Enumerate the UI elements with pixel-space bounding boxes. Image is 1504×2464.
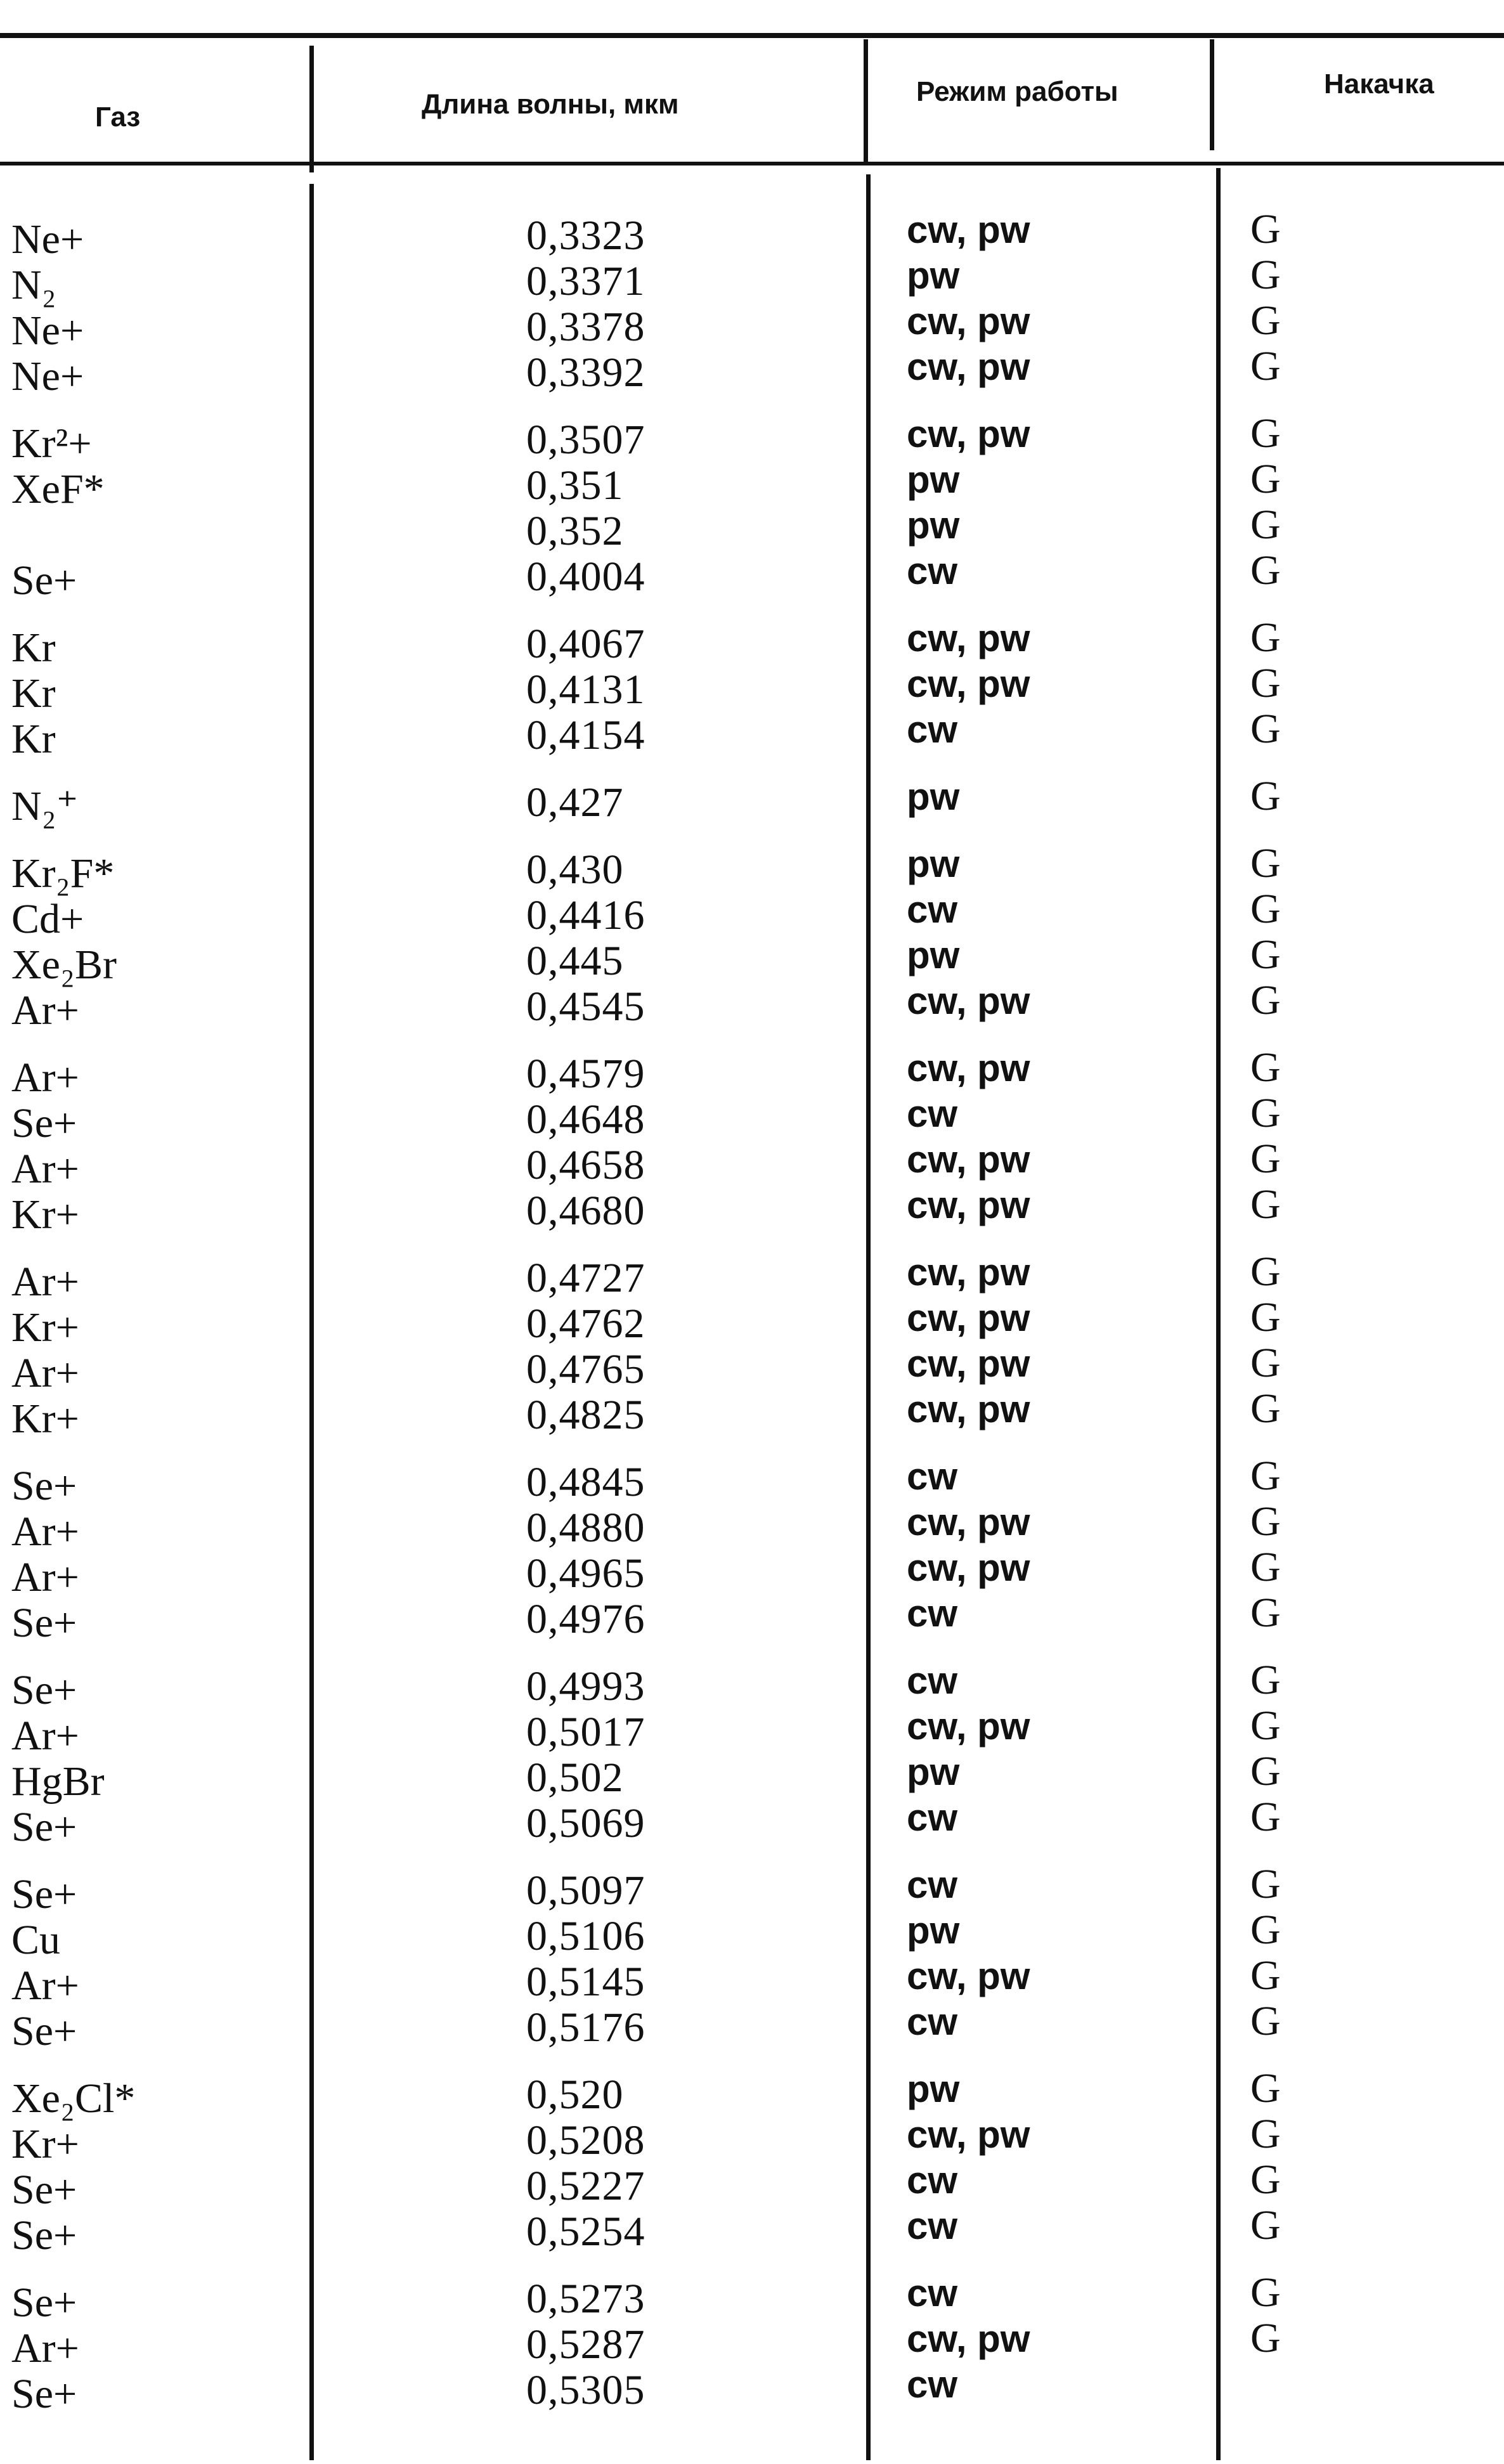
cell-gas: N₂ [11, 262, 56, 308]
cell-wavelength: 0,4762 [526, 1300, 645, 1347]
cell-pump: G [1250, 343, 1281, 389]
cell-mode: cw, pw [907, 2318, 1030, 2360]
cell-pump: G [1250, 977, 1281, 1023]
cell-mode: cw, pw [907, 346, 1030, 388]
cell-pump: G [1250, 931, 1281, 978]
cell-pump: G [1250, 206, 1281, 252]
cell-wavelength: 0,5208 [526, 2117, 645, 2163]
cell-wavelength: 0,427 [526, 779, 624, 826]
cell-wavelength: 0,5097 [526, 1867, 645, 1914]
cell-gas: Se+ [11, 2371, 77, 2417]
cell-gas: Ar+ [11, 1054, 79, 1101]
cell-wavelength: 0,4680 [526, 1188, 645, 1234]
cell-pump: G [1250, 1702, 1281, 1749]
cell-pump: G [1250, 1544, 1281, 1590]
cell-wavelength: 0,4545 [526, 983, 645, 1030]
cell-mode: cw [907, 1455, 958, 1498]
cell-gas: Kr₂F* [11, 850, 115, 897]
cell-gas: Ar+ [11, 2325, 79, 2371]
cell-mode: pw [907, 1751, 960, 1793]
cell-gas: Kr+ [11, 1191, 79, 1238]
cell-mode: cw, pw [907, 209, 1030, 251]
cell-mode: cw, pw [907, 1138, 1030, 1181]
cell-pump: G [1250, 1861, 1281, 1907]
header-pump: Накачка [1324, 68, 1434, 100]
cell-pump: G [1250, 456, 1281, 502]
cell-mode: cw, pw [907, 2113, 1030, 2156]
cell-gas: XeF* [11, 466, 105, 512]
cell-wavelength: 0,5305 [526, 2367, 645, 2413]
header-mode: Режим работы [916, 76, 1118, 107]
cell-pump: G [1250, 773, 1281, 819]
cell-wavelength: 0,352 [526, 508, 624, 554]
cell-pump: G [1250, 1090, 1281, 1136]
cell-gas: Ne+ [11, 308, 84, 354]
cell-gas: N₂⁺ [11, 783, 79, 829]
cell-gas: Kr+ [11, 1304, 79, 1351]
cell-mode: cw, pw [907, 1342, 1030, 1385]
cell-mode: cw [907, 2159, 958, 2201]
cell-wavelength: 0,4965 [526, 1550, 645, 1597]
cell-wavelength: 0,445 [526, 938, 624, 984]
cell-gas: Se+ [11, 1871, 77, 1917]
cell-pump: G [1250, 1748, 1281, 1794]
cell-mode: pw [907, 254, 960, 297]
cell-mode: cw, pw [907, 1546, 1030, 1589]
cell-gas: Se+ [11, 2008, 77, 2054]
cell-mode: pw [907, 934, 960, 976]
cell-wavelength: 0,520 [526, 2072, 624, 2118]
cell-wavelength: 0,4648 [526, 1096, 645, 1143]
cell-gas: Ar+ [11, 1146, 79, 1192]
cell-pump: G [1250, 2156, 1281, 2203]
cell-wavelength: 0,5273 [526, 2276, 645, 2322]
cell-pump: G [1250, 840, 1281, 886]
cell-pump: G [1250, 547, 1281, 593]
cell-wavelength: 0,4154 [526, 712, 645, 758]
cell-pump: G [1250, 2111, 1281, 2157]
cell-gas: Se+ [11, 1667, 77, 1713]
cell-gas: Xe₂Br [11, 942, 117, 988]
cell-pump: G [1250, 2315, 1281, 2361]
cell-mode: pw [907, 2068, 960, 2110]
cell-gas: Ar+ [11, 987, 79, 1034]
cell-pump: G [1250, 2065, 1281, 2111]
cell-wavelength: 0,3378 [526, 304, 645, 350]
cell-pump: G [1250, 2202, 1281, 2248]
cell-wavelength: 0,5145 [526, 1959, 645, 2005]
cell-pump: G [1250, 1907, 1281, 1953]
cell-mode: cw, pw [907, 1388, 1030, 1430]
cell-gas: Kr [11, 716, 56, 762]
cell-wavelength: 0,4976 [526, 1596, 645, 1642]
cell-pump: G [1250, 1657, 1281, 1703]
cell-wavelength: 0,4004 [526, 554, 645, 600]
cell-wavelength: 0,351 [526, 462, 624, 509]
cell-pump: G [1250, 2269, 1281, 2316]
cell-mode: pw [907, 504, 960, 547]
cell-gas: Se+ [11, 2212, 77, 2259]
cell-mode: cw, pw [907, 1184, 1030, 1226]
cell-gas: Ne+ [11, 216, 84, 263]
cell-wavelength: 0,5227 [526, 2163, 645, 2209]
cell-pump: G [1250, 1248, 1281, 1295]
cell-wavelength: 0,502 [526, 1754, 624, 1801]
cell-mode: cw, pw [907, 1251, 1030, 1294]
cell-mode: cw [907, 550, 958, 592]
cell-mode: cw [907, 2000, 958, 2043]
cell-pump: G [1250, 1498, 1281, 1545]
cell-wavelength: 0,4765 [526, 1346, 645, 1392]
cell-wavelength: 0,5287 [526, 2321, 645, 2368]
header-wavelength: Длина волны, мкм [422, 89, 679, 120]
cell-gas: Ne+ [11, 353, 84, 399]
cell-wavelength: 0,5069 [526, 1800, 645, 1846]
cell-wavelength: 0,4880 [526, 1505, 645, 1551]
cell-gas: Kr [11, 670, 56, 717]
cell-pump: G [1250, 614, 1281, 661]
cell-gas: Se+ [11, 557, 77, 604]
cell-wavelength: 0,430 [526, 846, 624, 893]
cell-mode: cw [907, 2363, 958, 2406]
cell-pump: G [1250, 1385, 1281, 1432]
cell-mode: cw [907, 1864, 958, 1906]
cell-gas: Kr+ [11, 2121, 79, 2167]
cell-wavelength: 0,4131 [526, 666, 645, 713]
cell-pump: G [1250, 886, 1281, 932]
cell-wavelength: 0,4825 [526, 1392, 645, 1438]
cell-mode: cw [907, 888, 958, 931]
cell-wavelength: 0,4658 [526, 1142, 645, 1188]
cell-mode: pw [907, 775, 960, 818]
cell-gas: Ar+ [11, 1962, 79, 2009]
cell-pump: G [1250, 1952, 1281, 1999]
cell-wavelength: 0,3507 [526, 417, 645, 463]
cell-wavelength: 0,5106 [526, 1913, 645, 1959]
cell-gas: Ar+ [11, 1508, 79, 1555]
cell-pump: G [1250, 1340, 1281, 1386]
cell-pump: G [1250, 410, 1281, 457]
cell-wavelength: 0,4579 [526, 1051, 645, 1097]
cell-gas: Se+ [11, 1600, 77, 1646]
cell-gas: Kr²+ [11, 420, 92, 467]
cell-mode: cw, pw [907, 1297, 1030, 1339]
cell-mode: cw, pw [907, 980, 1030, 1022]
cell-mode: cw, pw [907, 1955, 1030, 1997]
cell-mode: cw, pw [907, 1705, 1030, 1747]
cell-mode: cw, pw [907, 1501, 1030, 1543]
cell-gas: Ar+ [11, 1350, 79, 1396]
cell-gas: Se+ [11, 1804, 77, 1850]
cell-wavelength: 0,4067 [526, 621, 645, 667]
cell-wavelength: 0,3392 [526, 349, 645, 396]
cell-gas: Ar+ [11, 1259, 79, 1305]
cell-gas: Se+ [11, 1100, 77, 1146]
cell-mode: cw [907, 2205, 958, 2247]
cell-pump: G [1250, 1136, 1281, 1182]
cell-gas: Se+ [11, 2167, 77, 2213]
cell-wavelength: 0,4993 [526, 1663, 645, 1709]
cell-pump: G [1250, 1794, 1281, 1840]
cell-pump: G [1250, 1590, 1281, 1636]
cell-mode: cw [907, 1659, 958, 1702]
cell-mode: cw [907, 708, 958, 751]
cell-gas: Kr+ [11, 1396, 79, 1442]
cell-gas: Se+ [11, 1463, 77, 1509]
cell-mode: cw [907, 1796, 958, 1839]
cell-wavelength: 0,5176 [526, 2004, 645, 2051]
cell-wavelength: 0,3323 [526, 212, 645, 259]
cell-mode: pw [907, 1909, 960, 1952]
cell-pump: G [1250, 660, 1281, 706]
cell-mode: cw [907, 2272, 958, 2314]
cell-mode: pw [907, 458, 960, 501]
cell-wavelength: 0,5254 [526, 2208, 645, 2255]
cell-pump: G [1250, 252, 1281, 298]
cell-mode: cw, pw [907, 1047, 1030, 1089]
cell-wavelength: 0,4845 [526, 1459, 645, 1505]
cell-pump: G [1250, 706, 1281, 752]
cell-gas: Ar+ [11, 1713, 79, 1759]
cell-pump: G [1250, 502, 1281, 548]
cell-gas: Ar+ [11, 1554, 79, 1600]
cell-mode: pw [907, 843, 960, 885]
cell-wavelength: 0,3371 [526, 258, 645, 304]
cell-pump: G [1250, 1044, 1281, 1091]
cell-wavelength: 0,4416 [526, 892, 645, 938]
cell-mode: cw, pw [907, 300, 1030, 342]
cell-mode: cw, pw [907, 413, 1030, 455]
cell-gas: Cu [11, 1917, 61, 1963]
cell-mode: cw [907, 1093, 958, 1135]
cell-gas: Cd+ [11, 896, 84, 942]
cell-gas: Se+ [11, 2279, 77, 2326]
cell-pump: G [1250, 1453, 1281, 1499]
cell-pump: G [1250, 1998, 1281, 2044]
cell-mode: cw [907, 1592, 958, 1635]
cell-gas: Xe₂Cl* [11, 2075, 136, 2122]
cell-mode: cw, pw [907, 617, 1030, 659]
cell-wavelength: 0,4727 [526, 1255, 645, 1301]
cell-pump: G [1250, 1181, 1281, 1228]
cell-gas: Kr [11, 625, 56, 671]
cell-mode: cw, pw [907, 663, 1030, 705]
header-gas: Газ [95, 101, 141, 133]
cell-wavelength: 0,5017 [526, 1709, 645, 1755]
cell-pump: G [1250, 1294, 1281, 1340]
cell-pump: G [1250, 297, 1281, 344]
cell-gas: HgBr [11, 1758, 105, 1805]
